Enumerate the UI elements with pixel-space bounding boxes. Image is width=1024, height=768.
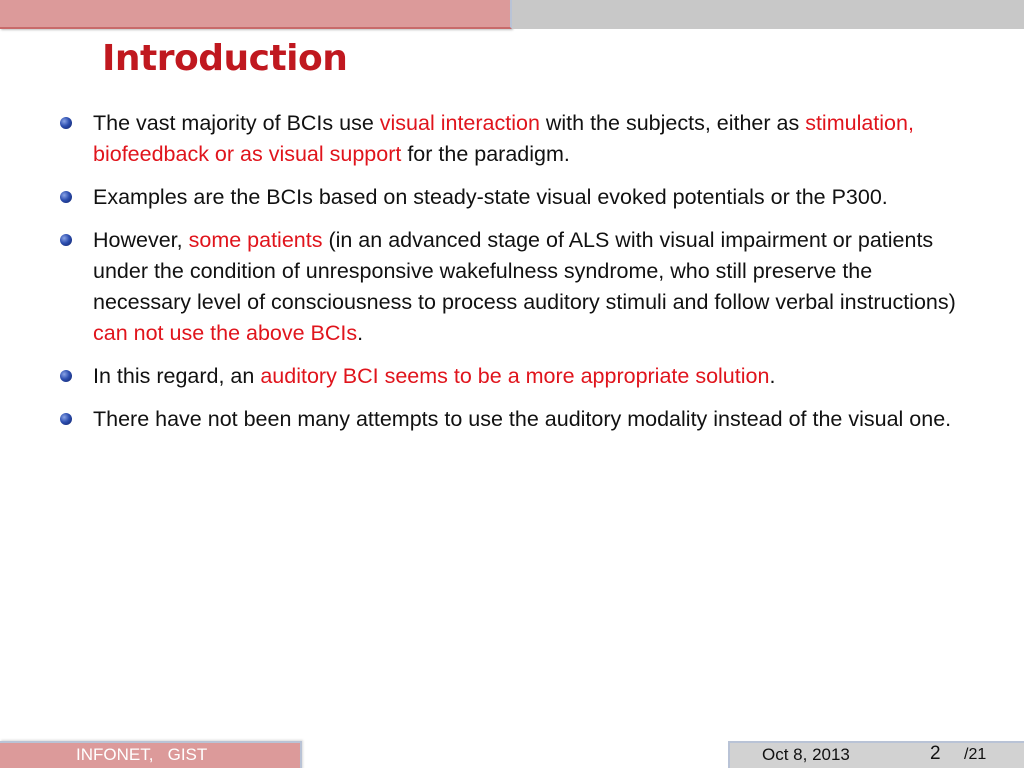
bullet-item [60,182,960,213]
header-band-left [0,0,512,29]
slide-title: Introduction [102,38,348,79]
bullet-text: for the paradigm. [401,142,570,166]
highlighted-text: some patients [188,228,323,252]
highlighted-text: auditory BCI seems to be a more appropriate solution [260,364,770,388]
footer-page-total: /21 [964,746,987,763]
bullet-item [60,225,960,349]
highlighted-text: visual interaction [379,111,540,135]
header-band-right [512,0,1024,29]
bullet-text: In this regard, an [93,364,261,388]
bullet-text: . [769,364,776,388]
highlighted-text: can not use the above BCIs [93,321,358,345]
footer-page-number: 2 [930,743,941,764]
highlighted-text: stimulation, biofeedback or as visual support [93,111,914,166]
footer-date: Oct 8, 2013 [762,745,850,764]
bullet-text: The vast majority of BCIs use [93,111,380,135]
footer-organization: INFONET, GIST [76,745,208,764]
sphere-bullet-icon [60,191,72,203]
bullet-item [60,108,960,170]
bullet-text: with the subjects, either as [539,111,806,135]
bullet-text: (in an advanced stage of ALS with visual impairment or patients under the condition of unresponsive wakefulness syndrome, who still preserve the necessary level of consciousness to process auditory stimuli and follow verbal instructions) [93,228,956,314]
bullet-text: . [357,321,364,345]
sphere-bullet-icon [60,413,72,425]
bullet-item [60,361,960,392]
sphere-bullet-icon [60,117,72,129]
bullet-text: There have not been many attempts to use the auditory modality instead of the visual one. [93,407,952,431]
bullet-item [60,404,960,435]
bullet-text: Examples are the BCIs based on steady-state visual evoked potentials or the P300. [93,185,888,209]
bullet-text: However, [93,228,189,252]
sphere-bullet-icon [60,234,72,246]
bullet-list [60,108,960,447]
sphere-bullet-icon [60,370,72,382]
